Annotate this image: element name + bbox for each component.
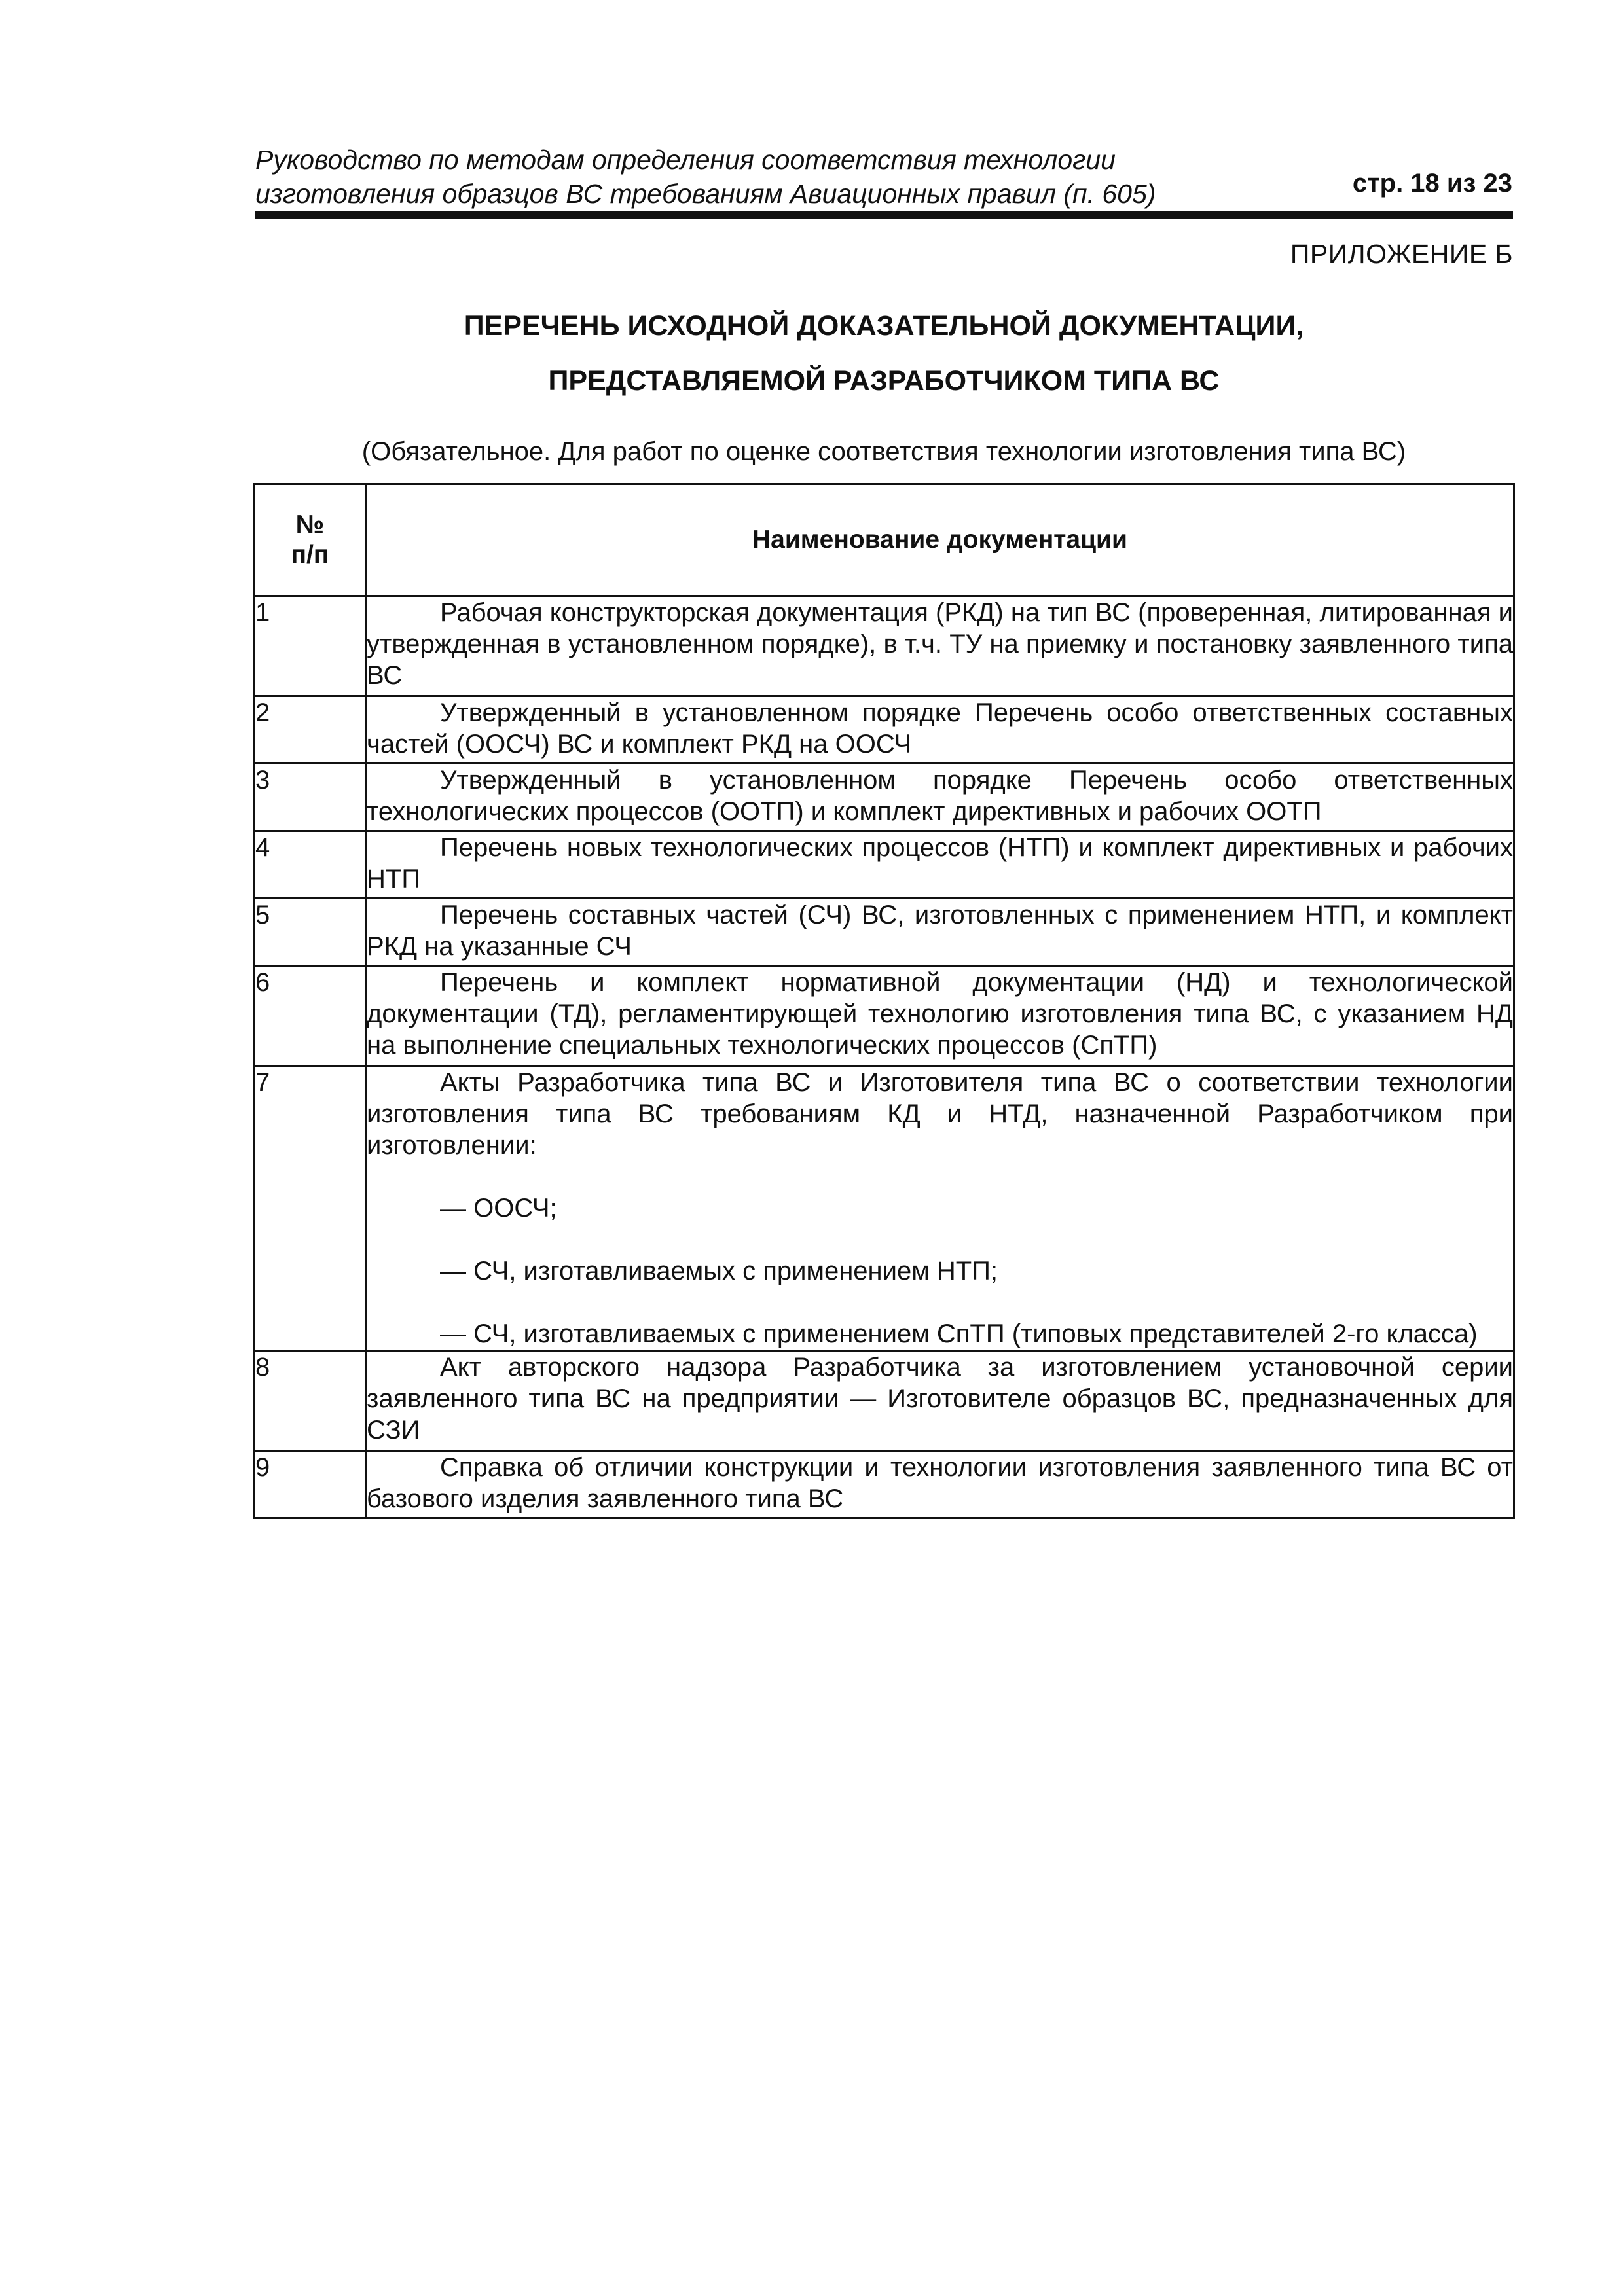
row-number: 4 bbox=[255, 831, 366, 899]
list-item: — СЧ, изготавливаемых с применением НТП; bbox=[440, 1257, 998, 1285]
row-description bbox=[366, 696, 1514, 764]
running-header bbox=[255, 143, 1512, 216]
list-item: — ООСЧ; bbox=[440, 1194, 557, 1223]
table-row bbox=[255, 1066, 1514, 1351]
row-number: 5 bbox=[255, 899, 366, 966]
column-header-number-line1: № bbox=[295, 511, 325, 539]
column-header-number bbox=[255, 484, 366, 596]
table-row bbox=[255, 596, 1514, 696]
table-row bbox=[255, 966, 1514, 1066]
row-description bbox=[366, 1451, 1514, 1518]
row-text: Перечень новых технологических процессов (НТП) и комплект директивных и рабочих НТП bbox=[367, 833, 1513, 893]
table-header-row bbox=[255, 484, 1514, 596]
table-row bbox=[255, 764, 1514, 831]
row-number: 8 bbox=[255, 1351, 366, 1451]
row-text: Перечень и комплект нормативной документации (НД) и технологической документации (ТД), регламентирующей технологию изготовления типа ВС, с указанием НД на выполнение специальных технологических процессов (СпТП) bbox=[367, 968, 1513, 1060]
row-text: Рабочая конструкторская документация (РКД) на тип ВС (проверенная, литированная и утвержденная в установленном порядке), в т.ч. ТУ на приемку и постановку заявленного типа ВС bbox=[367, 598, 1513, 690]
document-title-line2: ПРЕДСТАВЛЯЕМОЙ РАЗРАБОТЧИКОМ ТИПА ВС bbox=[548, 365, 1220, 397]
row-description bbox=[366, 764, 1514, 831]
row-description bbox=[366, 831, 1514, 899]
row-description bbox=[366, 1351, 1514, 1451]
row-number: 2 bbox=[255, 696, 366, 764]
table-row bbox=[255, 831, 1514, 899]
row-description bbox=[366, 596, 1514, 696]
row-number: 1 bbox=[255, 596, 366, 696]
row-description bbox=[366, 966, 1514, 1066]
row-text: Акты Разработчика типа ВС и Изготовителя типа ВС о соответствии технологии изготовления типа ВС требованиям КД и НТД, назначенной Разработчиком при изготовлении: bbox=[367, 1068, 1513, 1160]
row-number: 7 bbox=[255, 1066, 366, 1351]
header-title-line2: изготовления образцов ВС требованиям Авиационных правил (п. 605) bbox=[255, 179, 1156, 209]
appendix-label: ПРИЛОЖЕНИЕ Б bbox=[1290, 239, 1513, 269]
document-title bbox=[255, 298, 1512, 408]
document-title-line1: ПЕРЕЧЕНЬ ИСХОДНОЙ ДОКАЗАТЕЛЬНОЙ ДОКУМЕНТАЦИИ, bbox=[464, 310, 1304, 342]
page-number: стр. 18 из 23 bbox=[1352, 169, 1512, 198]
header-title bbox=[255, 143, 1237, 211]
row-text: Перечень составных частей (СЧ) ВС, изготовленных с применением НТП, и комплект РКД на указанные СЧ bbox=[367, 901, 1513, 961]
column-header-name: Наименование документации bbox=[366, 484, 1514, 596]
table-row bbox=[255, 899, 1514, 966]
list-item: — СЧ, изготавливаемых с применением СпТП (типовых представителей 2-го класса) bbox=[440, 1319, 1478, 1348]
table-row bbox=[255, 1351, 1514, 1451]
row-text: Справка об отличии конструкции и технологии изготовления заявленного типа ВС от базового изделия заявленного типа ВС bbox=[367, 1453, 1513, 1513]
row-number: 3 bbox=[255, 764, 366, 831]
table-row bbox=[255, 696, 1514, 764]
row-text: Акт авторского надзора Разработчика за изготовлением установочной серии заявленного типа ВС на предприятии — Изготовителе образцов ВС, предназначенных для СЗИ bbox=[367, 1353, 1513, 1444]
header-divider bbox=[255, 211, 1513, 219]
row-number: 6 bbox=[255, 966, 366, 1066]
column-header-number-line2: п/п bbox=[291, 541, 329, 569]
row-text: Утвержденный в установленном порядке Перечень особо ответственных составных частей (ООСЧ) ВС и комплект РКД на ООСЧ bbox=[367, 698, 1513, 759]
table-row bbox=[255, 1451, 1514, 1518]
documentation-table bbox=[253, 483, 1515, 1519]
row-number: 9 bbox=[255, 1451, 366, 1518]
header-title-line1: Руководство по методам определения соответствия технологии bbox=[255, 145, 1116, 175]
row-text: Утвержденный в установленном порядке Перечень особо ответственных технологических процессов (ООТП) и комплект директивных и рабочих ООТП bbox=[367, 766, 1513, 826]
row-description bbox=[366, 1066, 1514, 1351]
document-subtitle: (Обязательное. Для работ по оценке соответствия технологии изготовления типа ВС) bbox=[361, 437, 1406, 466]
row-description bbox=[366, 899, 1514, 966]
